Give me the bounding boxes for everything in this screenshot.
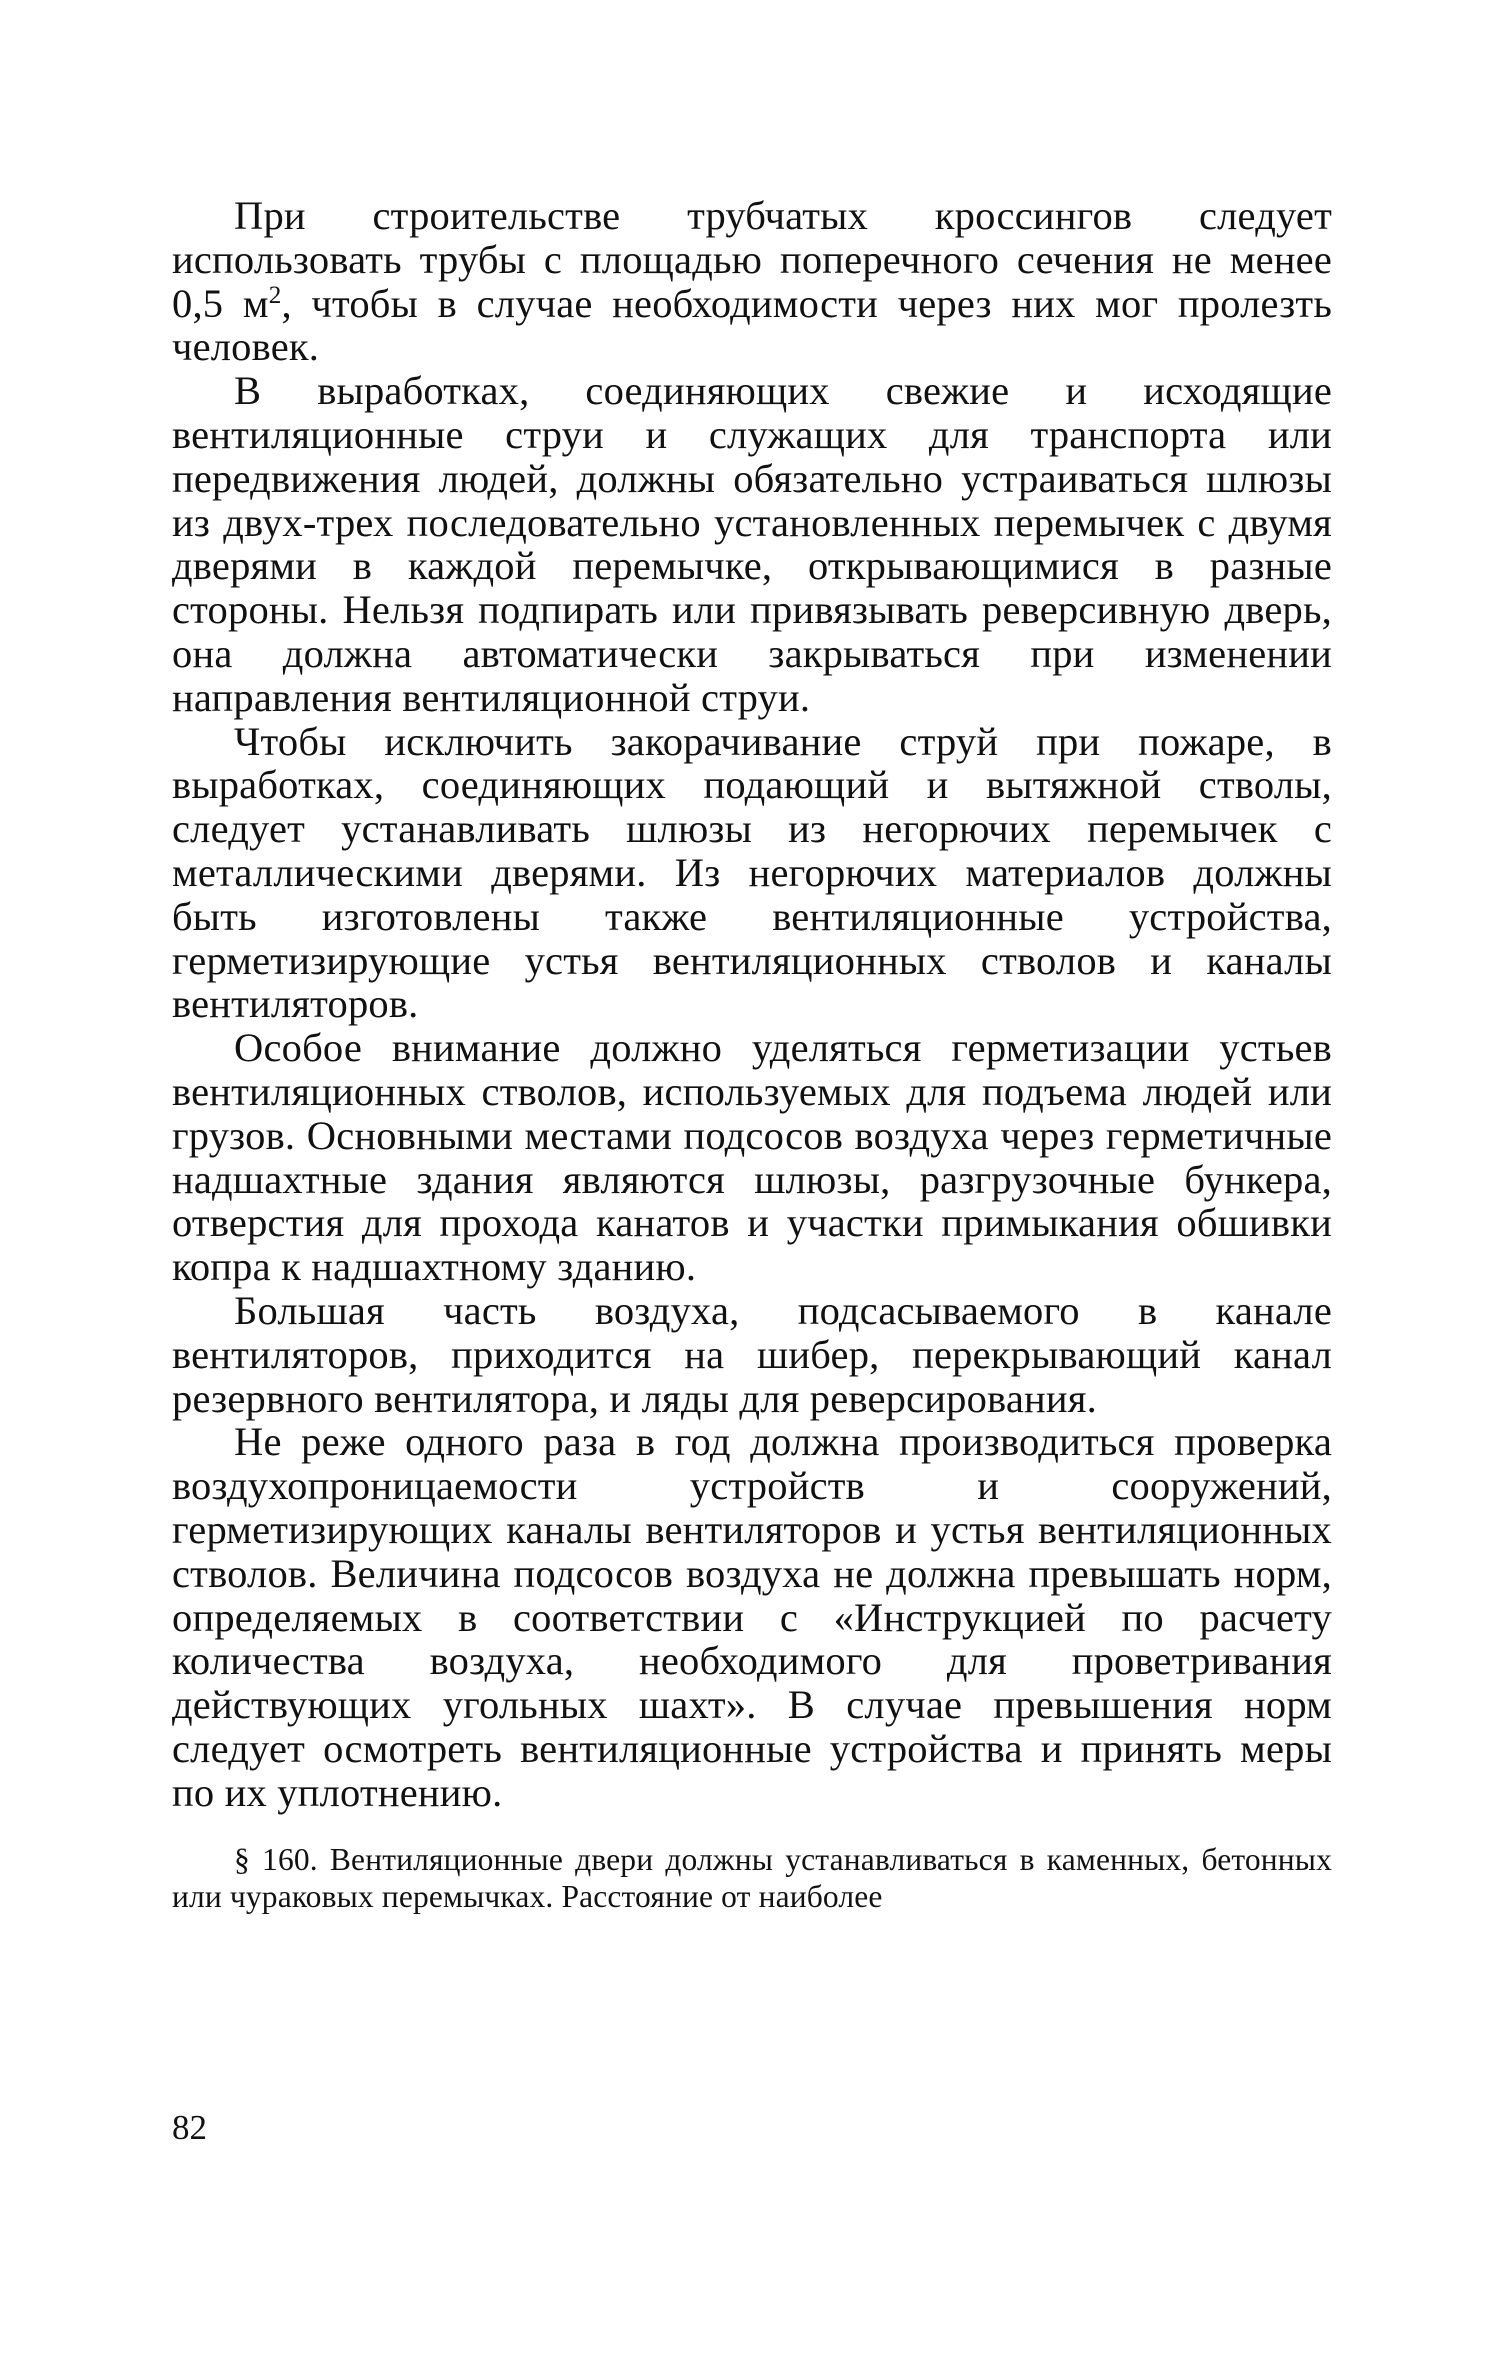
page-number: 82: [172, 2108, 207, 2147]
paragraph-fan-channel: Большая часть воздуха, подсасываемого в канале вентиляторов, приходится на шибер, перекрывающий канал резервного вентилятора, и ляды для реверсирования.: [172, 1287, 1332, 1421]
superscript-2: 2: [268, 281, 282, 309]
paragraph-1-text-end: , чтобы в случае необходимости через них мог пролезть человек.: [172, 280, 1332, 370]
paragraph-fire-shortcut: Чтобы исключить закорачивание струй при пожаре, в выработках, соединяющих подающий и вытяжной стволы, следует устанавливать шлюзы из негорючих перемычек с металлическими дверями. Из негорючих материалов должны быть изготовлены также вентиляционные устройства, герметизирующие устья вентиляционных стволов и каналы вентиляторов.: [172, 718, 1332, 1027]
body-text: [172, 194, 1332, 1915]
paragraph-annual-check: Не реже одного раза в год должна производиться проверка воздухопроницаемости устройств и сооружений, герметизирующих каналы вентиляторов и устья вентиляционных стволов. Величина подсосов воздуха не должна превышать норм, определяемых в соответствии с «Инструкцией по расчету количества воздуха, необходимого для проветривания действующих угольных шахт». В случае превышения норм следует осмотреть вентиляционные устройства и принять меры по их уплотнению.: [172, 1419, 1332, 1815]
paragraph-sluices: В выработках, соединяющих свежие и исходящие вентиляционные струи и служащих для транспорта или передвижения людей, должны обязательно устраиваться шлюзы из двух-трех последовательно установленных перемычек с двумя дверями в каждой перемычке, открывающимися в разные стороны. Нельзя подпирать или привязывать реверсивную дверь, она должна автоматически закрываться при изменении направления вентиляционной струи.: [172, 368, 1332, 720]
paragraph-1-text: При строительстве трубчатых кроссингов следует использовать трубы с площадью поперечного сечения не менее 0,5 м: [172, 193, 1332, 326]
paragraph-crossing-pipes: [172, 194, 1332, 369]
paragraph-shaft-sealing: Особое внимание должно уделяться герметизации устьев вентиляционных стволов, используемых для подъема людей или грузов. Основными местами подсосов воздуха через герметичные надшахтные здания являются шлюзы, разгрузочные бункера, отверстия для прохода канатов и участки примыкания обшивки копра к надшахтному зданию.: [172, 1025, 1332, 1290]
section-160-note: § 160. Вентиляционные двери должны устанавливаться в каменных, бетонных или чураковых перемычках. Расстояние от наиболее: [172, 1842, 1332, 1914]
